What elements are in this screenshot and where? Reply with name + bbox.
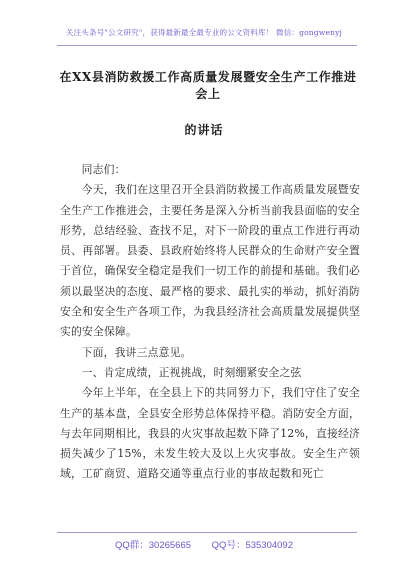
section-heading-1: 一、肯定成绩，正视挑战，时刻绷紧安全之弦 <box>81 365 302 379</box>
document-title: 在XX县消防救援工作高质量发展暨安全生产工作推进会上 <box>59 70 357 101</box>
header-divider <box>57 45 357 46</box>
paragraph-intro: 今天，我们在这里召开全县消防救援工作高质量发展暨安全生产工作推进会，主要任务是深入分析当前我县面临的安全形势，总结经验、查找不足，对下一阶段的重点工作进行再动员、再部署。县委、县政府始终将人民群众的生命财产安全置于首位，确保安全稳定是我们一切工作的前提和基础。我们必须以最坚决的态度、最严格的要求、最扎实的举动，抓好消防安全和安全生产各项工作，为我县经济社会高质量发展提供坚实的安全保障。 <box>60 183 360 339</box>
footer-divider <box>57 532 357 533</box>
salutation: 同志们： <box>81 163 126 176</box>
document-subtitle: 的讲话 <box>184 123 224 137</box>
footer-qq-group: QQ群：30265665 <box>114 540 192 551</box>
paragraph-transition: 下面，我讲三点意见。 <box>81 345 192 359</box>
document-body <box>60 160 360 485</box>
paragraph-achievements: 今年上半年，在全县上下的共同努力下，我们守住了安全生产的基本盘，全县安全形势总体保持平稳。消防安全方面，与去年同期相比，我县的火灾事故起数下降了12%，直接经济损失减少了15%，未发生较大及以上火灾事故。安全生产领域，工矿商贸、道路交通等重点行业的事故起数和死亡 <box>60 386 360 481</box>
footer-qq: QQ号：535304092 <box>211 540 294 551</box>
footer <box>0 537 408 551</box>
header-note: 关注头条号"公文研究"，获得最新最全最专业的公文资料库！ 微信：gongwenyj <box>65 28 343 37</box>
